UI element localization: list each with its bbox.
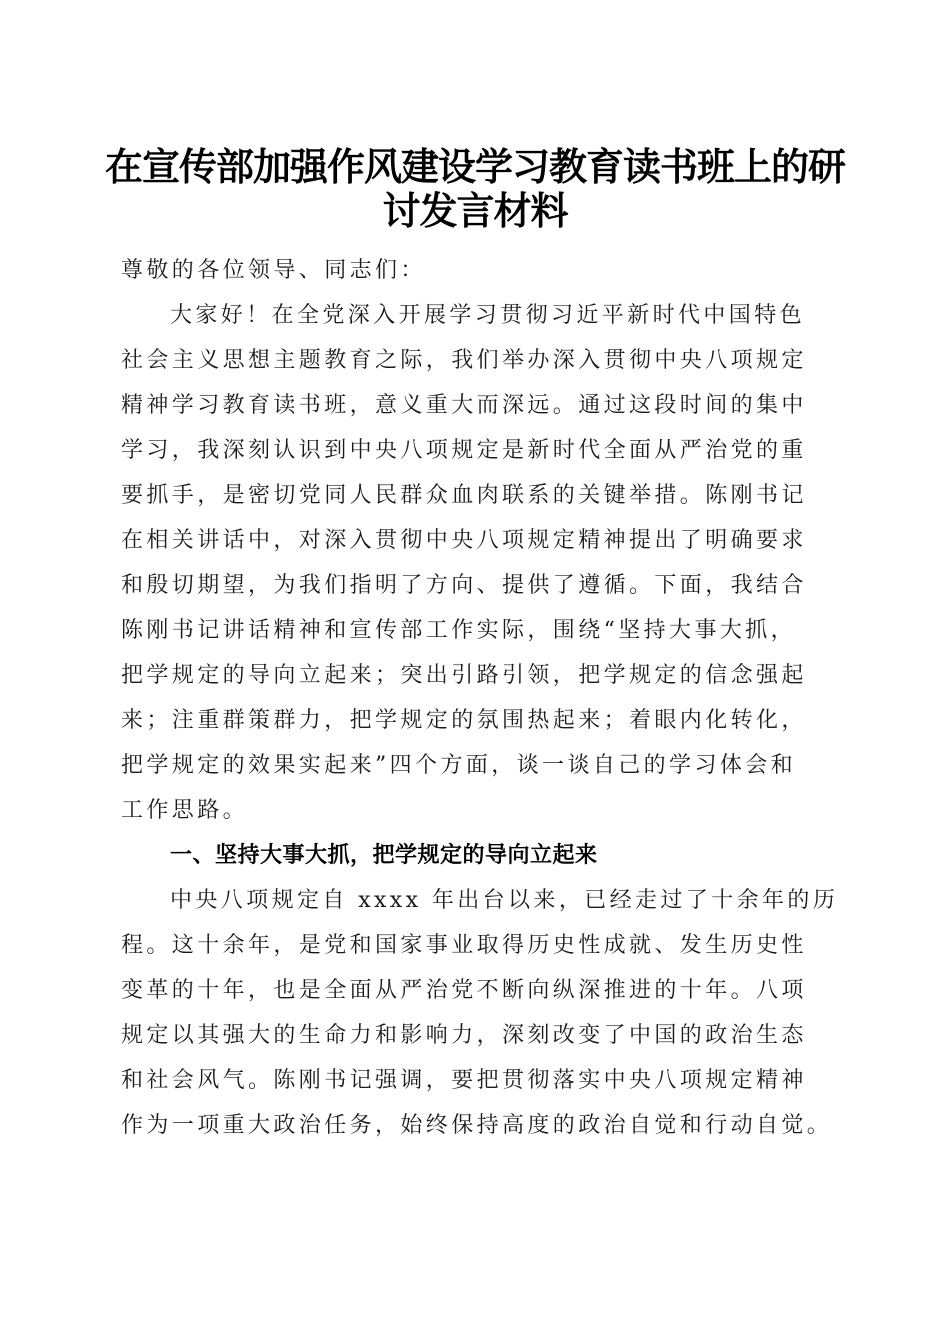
section-1-paragraph-line: 中央八项规定自 xxxx 年出台以来，已经走过了十余年的历 (170, 888, 839, 913)
section-1-paragraph-line: 和社会风气。陈刚书记强调，要把贯彻落实中央八项规定精神 (121, 1068, 807, 1093)
intro-paragraph-line: 把学规定的导向立起来；突出引路引领，把学规定的信念强起 (121, 663, 807, 688)
intro-paragraph-line: 把学规定的效果实起来”四个方面，谈一谈自己的学习体会和 (121, 753, 797, 778)
intro-paragraph-line: 要抓手，是密切党同人民群众血肉联系的关键举措。陈刚书记 (121, 483, 807, 508)
intro-paragraph-line: 来；注重群策群力，把学规定的氛围热起来；着眼内化转化， (121, 708, 807, 733)
document-body (121, 248, 861, 1148)
section-1-paragraph-line: 规定以其强大的生命力和影响力，深刻改变了中国的政治生态 (121, 1023, 807, 1048)
salutation: 尊敬的各位领导、同志们： (121, 258, 426, 283)
intro-paragraph-line: 和殷切期望，为我们指明了方向、提供了遵循。下面，我结合 (121, 573, 807, 598)
intro-paragraph-line: 在相关讲话中，对深入贯彻中央八项规定精神提出了明确要求 (121, 528, 807, 553)
intro-paragraph-line: 工作思路。 (121, 798, 249, 823)
intro-paragraph-line: 陈刚书记讲话精神和宣传部工作实际，围绕“坚持大事大抓， (121, 618, 797, 643)
document-title-line-2: 讨发言材料 (382, 188, 568, 233)
intro-paragraph-line: 精神学习教育读书班，意义重大而深远。通过这段时间的集中 (121, 393, 807, 418)
section-1-paragraph-line: 变革的十年，也是全面从严治党不断向纵深推进的十年。八项 (121, 978, 807, 1003)
intro-paragraph-line: 社会主义思想主题教育之际，我们举办深入贯彻中央八项规定 (121, 348, 807, 373)
document-title-line-1: 在宣传部加强作风建设学习教育读书班上的研 (104, 144, 845, 189)
section-1-paragraph-line: 程。这十余年，是党和国家事业取得历史性成就、发生历史性 (121, 933, 807, 958)
section-1-paragraph-line: 作为一项重大政治任务，始终保持高度的政治自觉和行动自觉。 (121, 1113, 833, 1138)
section-1-heading: 一、坚持大事大抓，把学规定的导向立起来 (170, 843, 598, 868)
intro-paragraph-line: 大家好！在全党深入开展学习贯彻习近平新时代中国特色 (170, 303, 806, 328)
intro-paragraph-line: 学习，我深刻认识到中央八项规定是新时代全面从严治党的重 (121, 438, 807, 463)
